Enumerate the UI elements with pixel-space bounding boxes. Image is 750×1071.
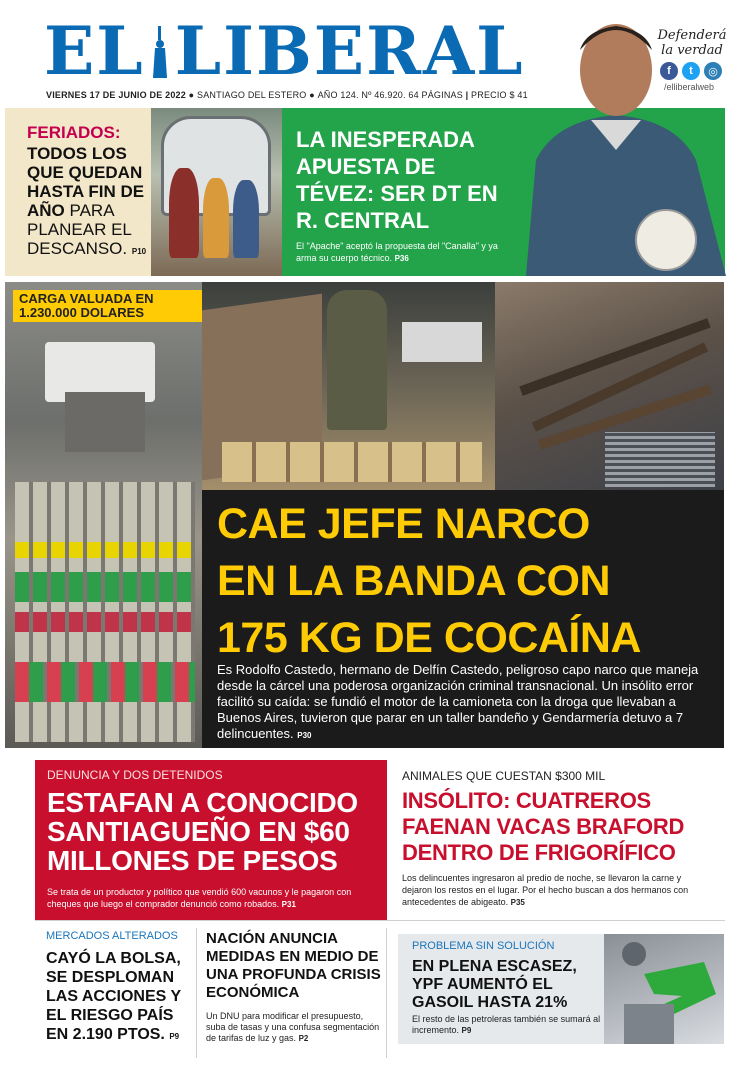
instagram-icon[interactable]: ◎ [704,62,722,80]
tevez-portrait [496,10,736,276]
page-ref: P31 [281,900,296,909]
estafan-kicker: DENUNCIA Y DOS DETENIDOS [47,768,223,782]
twitter-icon[interactable]: t [682,62,700,80]
bolsa-kicker: MERCADOS ALTERADOS [46,930,178,942]
social-handle[interactable]: /elliberalweb [664,82,715,92]
nacion-headline: NACIÓN ANUNCIA MEDIDAS EN MEDIO DE UNA PROFUNDA CRISIS ECONÓMICA [206,930,381,1001]
page-ref: P9 [169,1032,180,1041]
tevez-subtitle [296,240,506,265]
cuatreros-subtitle [402,872,702,909]
vehicle-shape [402,322,482,362]
estafan-subtitle-text: Se trata de un productor y político que vendió 600 vacunos y le pagaron con cheques que luego el comprador denunció como robados. [47,887,352,909]
value-label: CARGA VALUADA EN 1.230.000 DOLARES [13,290,203,322]
narco-body [217,662,717,744]
divider [386,928,387,1058]
green-packages [15,572,195,602]
liberty-figure-icon [149,26,171,78]
red-packages [15,612,195,632]
tevez-subtitle-text: El "Apache" aceptó la propuesta del "Canalla" y ya arma su cuerpo técnico. [296,241,498,263]
feriados-bold: TODOS LOS QUE QUEDAN HASTA FIN DE AÑO [27,144,145,220]
feriados-story[interactable] [5,108,282,276]
fuel-nozzle-icon [604,934,724,1044]
facebook-icon[interactable]: f [660,62,678,80]
person-figure [203,178,229,258]
gendarme-photo [202,282,495,490]
person-figure [169,168,199,258]
divider [35,920,725,921]
page-ref: P35 [510,898,525,907]
escasez-story[interactable] [398,934,724,1044]
fuel-nozzle-photo [604,934,724,1044]
page-ref: P36 [394,254,409,263]
feriados-title: FERIADOS: [27,123,121,142]
tagline-line-2: la verdad [661,43,723,58]
nacion-subtitle [206,1011,381,1044]
page-ref: P2 [298,1034,309,1043]
edition-city: SANTIAGO DEL ESTERO [197,90,307,100]
escasez-subtitle [412,1014,612,1036]
edition-price: PRECIO $ 41 [471,90,528,100]
edition-date: VIERNES 17 DE JUNIO DE 2022 [46,90,186,100]
escasez-subtitle-text: El resto de las petroleras también se sumará al incremento. [412,1014,601,1035]
estafan-subtitle [47,886,377,911]
narco-body-text: Es Rodolfo Castedo, hermano de Delfín Castedo, peligroso capo narco que maneja desde la cárcel una poderosa organización criminal transnacional. Un insólito error facilitó su caída: se fundió el motor de la camioneta con la droga que llevaban a Buenos Aires, tuvieron que parar en un taller bandeño y Gendarmería detuvo a 7 delincuentes. [217,662,699,741]
person-figure [233,180,259,258]
bolsa-headline-text: CAYÓ LA BOLSA, SE DESPLOMAN LAS ACCIONES Y EL RIESGO PAÍS EN 2.190 PTOS. [46,950,181,1043]
page-ref: P9 [461,1026,472,1035]
cuatreros-kicker: ANIMALES QUE CUESTAN $300 MIL [402,769,606,783]
drug-bricks [222,442,482,482]
tagline-line-1: Defenderá [657,28,727,43]
newspaper-logo[interactable] [44,12,525,90]
narco-headline-line-1: CAE JEFE NARCO [217,500,590,548]
yellow-packages [15,542,195,558]
logo-word-liberal: LIBERAL [174,12,525,90]
seized-drugs-photo [5,282,202,748]
escasez-headline: EN PLENA ESCASEZ, YPF AUMENTÓ EL GASOIL HASTA 21% [412,958,577,1011]
estafan-headline: ESTAFAN A CONOCIDO SANTIAGUEÑO EN $60 MILLONES DE PESOS [47,787,358,876]
estafan-story[interactable] [35,760,387,920]
feriados-lite: PARA PLANEAR EL DESCANSO. [27,201,132,258]
edition-number: AÑO 124. Nº 46.920. 64 PÁGINAS [317,90,463,100]
engine-shape [65,392,145,452]
narco-headline [217,496,641,667]
dateline: VIERNES 17 DE JUNIO DE 2022 ● SANTIAGO DEL ESTERO ● AÑO 124. Nº 46.920. 64 PÁGINAS | PRECIO $ 41 [46,90,528,100]
cuatreros-headline: INSÓLITO: CUATREROS FAENAN VACAS BRAFORD DENTRO DE FRIGORÍFICO [402,788,685,865]
bolsa-headline [46,949,191,1046]
nacion-subtitle-text: Un DNU para modificar el presupuesto, suba de tasas y una confusa segmentación de tarifas de luz y gas. [206,1011,380,1043]
narco-headline-line-2: EN LA BANDA CON [217,557,611,605]
gendarme-figure [327,290,387,430]
tevez-headline: LA INESPERADA APUESTA DE TÉVEZ: SER DT EN R. CENTRAL [296,127,498,233]
page-ref: P30 [297,731,312,740]
weapons-photo [495,282,724,490]
narco-story[interactable] [5,282,724,748]
narco-headline-line-3: 175 KG DE COCAÍNA [217,614,641,662]
logo-word-el: EL [44,12,145,90]
escasez-kicker: PROBLEMA SIN SOLUCIÓN [412,940,555,952]
page-ref: P10 [131,247,147,256]
divider [196,928,197,1058]
mixed-packages [15,662,195,702]
feriados-headline [27,144,155,261]
blanket-shape [605,432,715,487]
cuatreros-subtitle-text: Los delincuentes ingresaron al predio de noche, se llevaron la carne y dejaron los restos en el lugar. Por el hecho buscan a dos hermanos con antecedentes de abigeato. [402,873,689,907]
family-car-photo [151,108,282,276]
